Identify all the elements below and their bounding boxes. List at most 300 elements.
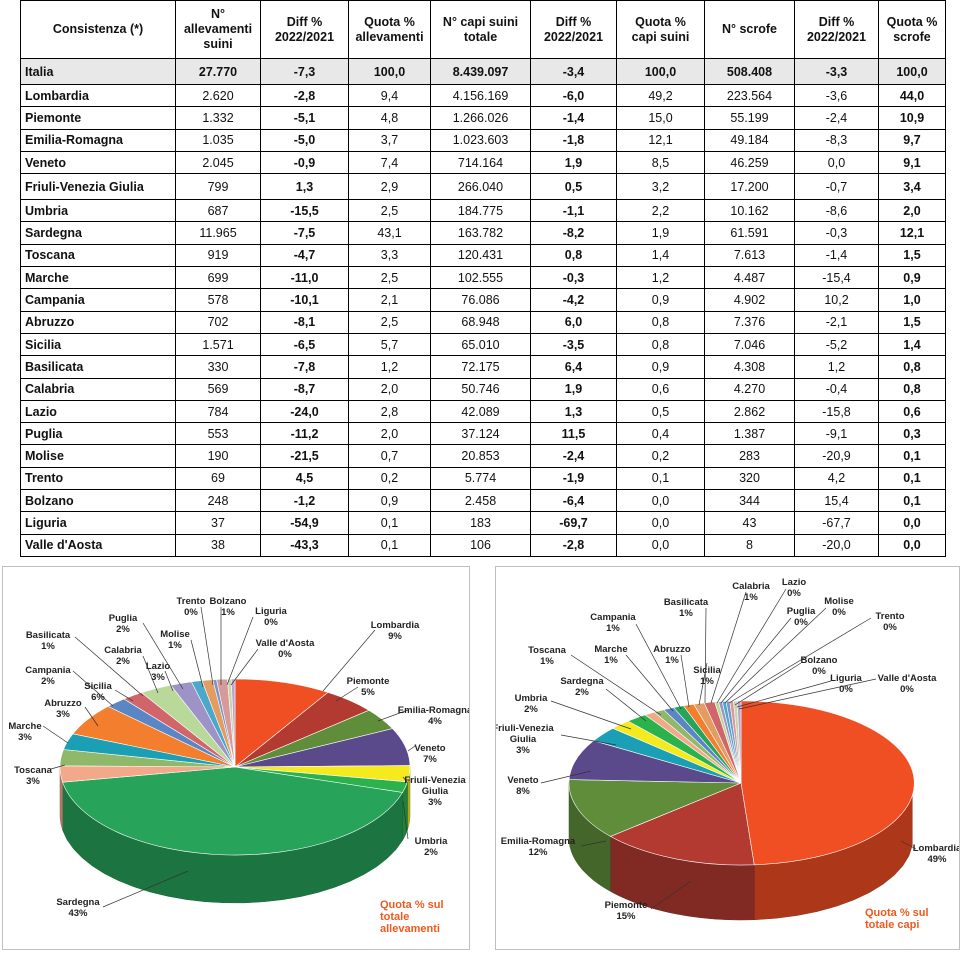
- table-row: [21, 490, 946, 512]
- value-cell: 100,0: [879, 59, 946, 85]
- region-cell: Lazio: [21, 400, 176, 422]
- slice-label-pct: 12%: [528, 847, 548, 858]
- slice-label-name: Sicilia: [693, 665, 721, 676]
- value-cell: 8.439.097: [431, 59, 531, 85]
- value-cell: -2,4: [795, 107, 879, 129]
- slice-label-pct: 2%: [524, 704, 538, 715]
- slice-label-name: Giulia: [509, 734, 537, 745]
- value-cell: 106: [431, 534, 531, 556]
- value-cell: 4,8: [349, 107, 431, 129]
- value-cell: -8,3: [795, 129, 879, 151]
- table-row: [21, 151, 946, 173]
- value-cell: 0,3: [879, 423, 946, 445]
- slice-label-name: Friuli-Venezia: [404, 775, 466, 786]
- value-cell: -3,6: [795, 85, 879, 107]
- value-cell: 183: [431, 512, 531, 534]
- slice-label-pct: 43%: [68, 908, 88, 919]
- value-cell: 69: [176, 467, 261, 489]
- table-row: [21, 512, 946, 534]
- value-cell: -9,1: [795, 423, 879, 445]
- column-header: Diff % 2022/2021: [261, 1, 349, 59]
- value-cell: 9,4: [349, 85, 431, 107]
- value-cell: 163.782: [431, 222, 531, 244]
- value-cell: 2,0: [349, 378, 431, 400]
- slice-label-name: Lombardia: [370, 620, 420, 631]
- table-row: [21, 174, 946, 200]
- slice-label-pct: 49%: [927, 854, 947, 865]
- value-cell: 283: [705, 445, 795, 467]
- value-cell: -7,3: [261, 59, 349, 85]
- value-cell: 27.770: [176, 59, 261, 85]
- value-cell: 2,1: [349, 289, 431, 311]
- slice-label-name: Sardegna: [560, 676, 604, 687]
- table-row: [21, 222, 946, 244]
- slice-label-pct: 15%: [616, 911, 636, 922]
- value-cell: 1.332: [176, 107, 261, 129]
- slice-label-name: Molise: [824, 596, 854, 607]
- slice-label-name: Veneto: [414, 743, 446, 754]
- value-cell: 1,2: [617, 267, 705, 289]
- value-cell: 20.853: [431, 445, 531, 467]
- table-row: [21, 356, 946, 378]
- value-cell: 7,4: [349, 151, 431, 173]
- table-row: [21, 423, 946, 445]
- value-cell: 3,2: [617, 174, 705, 200]
- value-cell: 10,9: [879, 107, 946, 129]
- value-cell: -0,4: [795, 378, 879, 400]
- region-cell: Lombardia: [21, 85, 176, 107]
- slice-label-name: Sardegna: [56, 897, 100, 908]
- value-cell: -1,4: [531, 107, 617, 129]
- slice-label-pct: 1%: [168, 640, 182, 651]
- value-cell: 46.259: [705, 151, 795, 173]
- value-cell: 0,9: [617, 356, 705, 378]
- slice-label-pct: 1%: [604, 655, 618, 666]
- value-cell: 5.774: [431, 467, 531, 489]
- leader-line: [336, 687, 358, 701]
- value-cell: 4,2: [795, 467, 879, 489]
- leader-line: [636, 624, 681, 709]
- value-cell: 38: [176, 534, 261, 556]
- slice-label-name: Basilicata: [663, 597, 709, 608]
- value-cell: 1,3: [531, 400, 617, 422]
- value-cell: -1,9: [531, 467, 617, 489]
- value-cell: 11,5: [531, 423, 617, 445]
- value-cell: 0,7: [349, 445, 431, 467]
- value-cell: 15,4: [795, 490, 879, 512]
- leader-line: [705, 608, 706, 703]
- value-cell: 553: [176, 423, 261, 445]
- value-cell: -21,5: [261, 445, 349, 467]
- value-cell: -11,0: [261, 267, 349, 289]
- value-cell: 0,0: [617, 512, 705, 534]
- leader-line: [201, 607, 213, 685]
- slice-label-pct: 8%: [516, 786, 530, 797]
- value-cell: -1,1: [531, 200, 617, 222]
- slice-label-name: Veneto: [507, 775, 539, 786]
- value-cell: 42.089: [431, 400, 531, 422]
- value-cell: 1,3: [261, 174, 349, 200]
- slice-label-name: Abruzzo: [44, 698, 82, 709]
- leader-line: [681, 655, 689, 707]
- value-cell: 1.266.026: [431, 107, 531, 129]
- value-cell: -4,7: [261, 244, 349, 266]
- slice-label-name: Calabria: [732, 581, 770, 592]
- region-cell: Trento: [21, 467, 176, 489]
- slice-label-pct: 1%: [540, 656, 554, 667]
- value-cell: 2,0: [349, 423, 431, 445]
- region-cell: Italia: [21, 59, 176, 85]
- value-cell: 0,1: [349, 512, 431, 534]
- value-cell: 72.175: [431, 356, 531, 378]
- column-header: Quota % scrofe: [879, 1, 946, 59]
- value-cell: 43,1: [349, 222, 431, 244]
- value-cell: 10,2: [795, 289, 879, 311]
- value-cell: -7,8: [261, 356, 349, 378]
- slice-label-name: Abruzzo: [653, 644, 691, 655]
- table-row: [21, 378, 946, 400]
- value-cell: 12,1: [617, 129, 705, 151]
- value-cell: -8,6: [795, 200, 879, 222]
- value-cell: -1,2: [261, 490, 349, 512]
- value-cell: 49,2: [617, 85, 705, 107]
- table-row: [21, 400, 946, 422]
- value-cell: -67,7: [795, 512, 879, 534]
- table-row: [21, 333, 946, 355]
- value-cell: 100,0: [349, 59, 431, 85]
- slice-label-pct: 9%: [388, 631, 402, 642]
- value-cell: 12,1: [879, 222, 946, 244]
- slice-label-pct: 3%: [516, 745, 530, 756]
- value-cell: 0,8: [531, 244, 617, 266]
- slice-label-name: Sicilia: [84, 681, 112, 692]
- value-cell: 61.591: [705, 222, 795, 244]
- value-cell: 0,9: [879, 267, 946, 289]
- slice-label-pct: 6%: [91, 692, 105, 703]
- table-row: [21, 267, 946, 289]
- slice-label-pct: 2%: [116, 624, 130, 635]
- value-cell: 65.010: [431, 333, 531, 355]
- slice-label-name: Valle d'Aosta: [877, 673, 937, 684]
- slice-label-name: Valle d'Aosta: [255, 638, 315, 649]
- value-cell: 55.199: [705, 107, 795, 129]
- value-cell: 784: [176, 400, 261, 422]
- slice-label-pct: 2%: [116, 656, 130, 667]
- slice-label-name: Bolzano: [209, 596, 247, 607]
- slice-label-name: Puglia: [108, 613, 138, 624]
- value-cell: -20,0: [795, 534, 879, 556]
- value-cell: -6,4: [531, 490, 617, 512]
- value-cell: 0,6: [879, 400, 946, 422]
- region-cell: Friuli-Venezia Giulia: [21, 174, 176, 200]
- pie-chart-allevamenti-svg: [3, 567, 469, 949]
- value-cell: 2,5: [349, 311, 431, 333]
- value-cell: 1,2: [795, 356, 879, 378]
- slice-label-pct: 0%: [812, 666, 826, 677]
- value-cell: 508.408: [705, 59, 795, 85]
- slice-label-name: Emilia-Romagna: [500, 836, 576, 847]
- slice-label-pct: 0%: [184, 607, 198, 618]
- region-cell: Umbria: [21, 200, 176, 222]
- region-cell: Calabria: [21, 378, 176, 400]
- region-cell: Emilia-Romagna: [21, 129, 176, 151]
- chart-caption: allevamenti: [380, 923, 440, 935]
- chart-caption: totale capi: [865, 919, 920, 931]
- column-header: N° scrofe: [705, 1, 795, 59]
- value-cell: 0,0: [795, 151, 879, 173]
- value-cell: -11,2: [261, 423, 349, 445]
- value-cell: 43: [705, 512, 795, 534]
- value-cell: 0,1: [879, 467, 946, 489]
- value-cell: 0,5: [531, 174, 617, 200]
- slice-label-pct: 0%: [794, 617, 808, 628]
- slice-label-name: Trento: [875, 611, 905, 622]
- slice-label-name: Campania: [590, 612, 636, 623]
- table-header-row: [21, 1, 946, 59]
- leader-line: [606, 689, 646, 721]
- leader-line: [721, 618, 791, 703]
- value-cell: 1,5: [879, 244, 946, 266]
- value-cell: 0,0: [617, 534, 705, 556]
- slice-label-pct: 2%: [41, 676, 55, 687]
- value-cell: 0,0: [617, 490, 705, 512]
- region-cell: Puglia: [21, 423, 176, 445]
- slice-label-name: Bolzano: [800, 655, 838, 666]
- pie-chart-allevamenti: [2, 566, 470, 950]
- value-cell: 0,5: [617, 400, 705, 422]
- slice-label-pct: 1%: [41, 641, 55, 652]
- value-cell: -4,2: [531, 289, 617, 311]
- slice-label-name: Umbria: [514, 693, 548, 704]
- slice-label-name: Molise: [160, 629, 190, 640]
- value-cell: 702: [176, 311, 261, 333]
- slice-label-name: Piemonte: [604, 900, 648, 911]
- value-cell: 2,2: [617, 200, 705, 222]
- value-cell: -6,0: [531, 85, 617, 107]
- value-cell: 699: [176, 267, 261, 289]
- slice-label-name: Trento: [176, 596, 206, 607]
- value-cell: 1,9: [531, 151, 617, 173]
- slice-label-pct: 0%: [839, 684, 853, 695]
- value-cell: 0,8: [879, 378, 946, 400]
- value-cell: -6,5: [261, 333, 349, 355]
- value-cell: -8,1: [261, 311, 349, 333]
- value-cell: 0,8: [617, 311, 705, 333]
- slice-label-pct: 0%: [787, 588, 801, 599]
- consistency-table: [20, 0, 946, 557]
- slice-label-pct: 2%: [424, 847, 438, 858]
- region-cell: Sardegna: [21, 222, 176, 244]
- value-cell: 0,0: [879, 534, 946, 556]
- leader-line: [227, 617, 253, 685]
- slice-label-pct: 0%: [832, 607, 846, 618]
- value-cell: 11.965: [176, 222, 261, 244]
- value-cell: 7.613: [705, 244, 795, 266]
- value-cell: 3,4: [879, 174, 946, 200]
- slice-label-pct: 1%: [606, 623, 620, 634]
- slice-label-name: Lazio: [145, 661, 171, 672]
- value-cell: 3,7: [349, 129, 431, 151]
- slice-label-pct: 1%: [700, 676, 714, 687]
- value-cell: 320: [705, 467, 795, 489]
- value-cell: 2,8: [349, 400, 431, 422]
- table-row: [21, 244, 946, 266]
- value-cell: 1.387: [705, 423, 795, 445]
- value-cell: 4,5: [261, 467, 349, 489]
- slice-label-pct: 4%: [428, 716, 442, 727]
- slice-label-pct: 3%: [151, 672, 165, 683]
- region-cell: Veneto: [21, 151, 176, 173]
- value-cell: -5,0: [261, 129, 349, 151]
- value-cell: 0,4: [617, 423, 705, 445]
- slice-label-name: Marche: [8, 721, 42, 732]
- table-row: [21, 129, 946, 151]
- leader-line: [191, 640, 203, 687]
- slice-label-pct: 1%: [679, 608, 693, 619]
- value-cell: 6,4: [531, 356, 617, 378]
- table-row: [21, 200, 946, 222]
- value-cell: -0,3: [531, 267, 617, 289]
- value-cell: 0,1: [879, 445, 946, 467]
- value-cell: 0,2: [349, 467, 431, 489]
- value-cell: 687: [176, 200, 261, 222]
- value-cell: -0,3: [795, 222, 879, 244]
- value-cell: -3,5: [531, 333, 617, 355]
- value-cell: -7,5: [261, 222, 349, 244]
- value-cell: 0,6: [617, 378, 705, 400]
- region-cell: Basilicata: [21, 356, 176, 378]
- value-cell: 102.555: [431, 267, 531, 289]
- column-header: Quota % allevamenti: [349, 1, 431, 59]
- table-row: [21, 107, 946, 129]
- value-cell: 9,7: [879, 129, 946, 151]
- column-header: Diff % 2022/2021: [795, 1, 879, 59]
- value-cell: 4.902: [705, 289, 795, 311]
- value-cell: 714.164: [431, 151, 531, 173]
- value-cell: -5,2: [795, 333, 879, 355]
- table-row: [21, 289, 946, 311]
- slice-label-name: Lazio: [781, 577, 807, 588]
- value-cell: 50.746: [431, 378, 531, 400]
- slice-label-pct: 0%: [264, 617, 278, 628]
- leader-line: [739, 679, 876, 709]
- slice-label-pct: 1%: [744, 592, 758, 603]
- value-cell: 2,9: [349, 174, 431, 200]
- value-cell: 17.200: [705, 174, 795, 200]
- slice-label-name: Liguria: [255, 606, 287, 617]
- value-cell: 76.086: [431, 289, 531, 311]
- value-cell: 8: [705, 534, 795, 556]
- value-cell: -10,1: [261, 289, 349, 311]
- slice-label-name: Basilicata: [25, 630, 71, 641]
- value-cell: -2,8: [261, 85, 349, 107]
- value-cell: 49.184: [705, 129, 795, 151]
- table-row: [21, 467, 946, 489]
- region-cell: Toscana: [21, 244, 176, 266]
- value-cell: 569: [176, 378, 261, 400]
- value-cell: 0,1: [617, 467, 705, 489]
- value-cell: 3,3: [349, 244, 431, 266]
- value-cell: -1,8: [531, 129, 617, 151]
- value-cell: 0,1: [349, 534, 431, 556]
- value-cell: 6,0: [531, 311, 617, 333]
- leader-line: [43, 726, 68, 743]
- value-cell: -15,5: [261, 200, 349, 222]
- value-cell: 10.162: [705, 200, 795, 222]
- region-cell: Campania: [21, 289, 176, 311]
- value-cell: 1,5: [879, 311, 946, 333]
- value-cell: -8,7: [261, 378, 349, 400]
- slice-label-name: Emilia-Romagna: [397, 705, 469, 716]
- value-cell: -54,9: [261, 512, 349, 534]
- column-header: Diff % 2022/2021: [531, 1, 617, 59]
- value-cell: 1,2: [349, 356, 431, 378]
- leader-line: [737, 681, 831, 707]
- value-cell: 15,0: [617, 107, 705, 129]
- value-cell: -2,4: [531, 445, 617, 467]
- value-cell: 4.308: [705, 356, 795, 378]
- value-cell: 344: [705, 490, 795, 512]
- column-header: N° capi suini totale: [431, 1, 531, 59]
- value-cell: -43,3: [261, 534, 349, 556]
- slice-label-pct: 0%: [278, 649, 292, 660]
- value-cell: -3,3: [795, 59, 879, 85]
- value-cell: 266.040: [431, 174, 531, 200]
- value-cell: 0,2: [617, 445, 705, 467]
- region-cell: Molise: [21, 445, 176, 467]
- region-cell: Sicilia: [21, 333, 176, 355]
- region-cell: Liguria: [21, 512, 176, 534]
- value-cell: -3,4: [531, 59, 617, 85]
- value-cell: 1,4: [617, 244, 705, 266]
- slice-label-name: Calabria: [104, 645, 142, 656]
- value-cell: 0,9: [349, 490, 431, 512]
- value-cell: 578: [176, 289, 261, 311]
- slice-label-name: Puglia: [786, 606, 816, 617]
- column-header: Consistenza (*): [21, 1, 176, 59]
- slice-label-pct: 1%: [665, 655, 679, 666]
- table-row-total: [21, 59, 946, 85]
- value-cell: -0,7: [795, 174, 879, 200]
- chart-caption: totale: [380, 911, 410, 923]
- value-cell: 2.620: [176, 85, 261, 107]
- value-cell: -20,9: [795, 445, 879, 467]
- slice-label-name: Giulia: [421, 786, 449, 797]
- table-row: [21, 85, 946, 107]
- value-cell: 2.458: [431, 490, 531, 512]
- leader-line: [717, 589, 786, 703]
- table-row: [21, 534, 946, 556]
- value-cell: 0,0: [879, 512, 946, 534]
- chart-caption: Quota % sul: [865, 907, 929, 919]
- region-cell: Piemonte: [21, 107, 176, 129]
- slice-label-name: Lombardia: [912, 843, 959, 854]
- value-cell: 4.270: [705, 378, 795, 400]
- region-cell: Marche: [21, 267, 176, 289]
- column-header: Quota % capi suini: [617, 1, 705, 59]
- value-cell: -15,8: [795, 400, 879, 422]
- value-cell: 7.376: [705, 311, 795, 333]
- value-cell: 44,0: [879, 85, 946, 107]
- slice-label-name: Marche: [594, 644, 628, 655]
- slice-label-pct: 0%: [900, 684, 914, 695]
- value-cell: 0,9: [617, 289, 705, 311]
- pie-chart-capi-svg: [496, 567, 959, 949]
- value-cell: 0,8: [879, 356, 946, 378]
- value-cell: 2.045: [176, 151, 261, 173]
- slice-label-pct: 0%: [883, 622, 897, 633]
- slice-label-pct: 3%: [56, 709, 70, 720]
